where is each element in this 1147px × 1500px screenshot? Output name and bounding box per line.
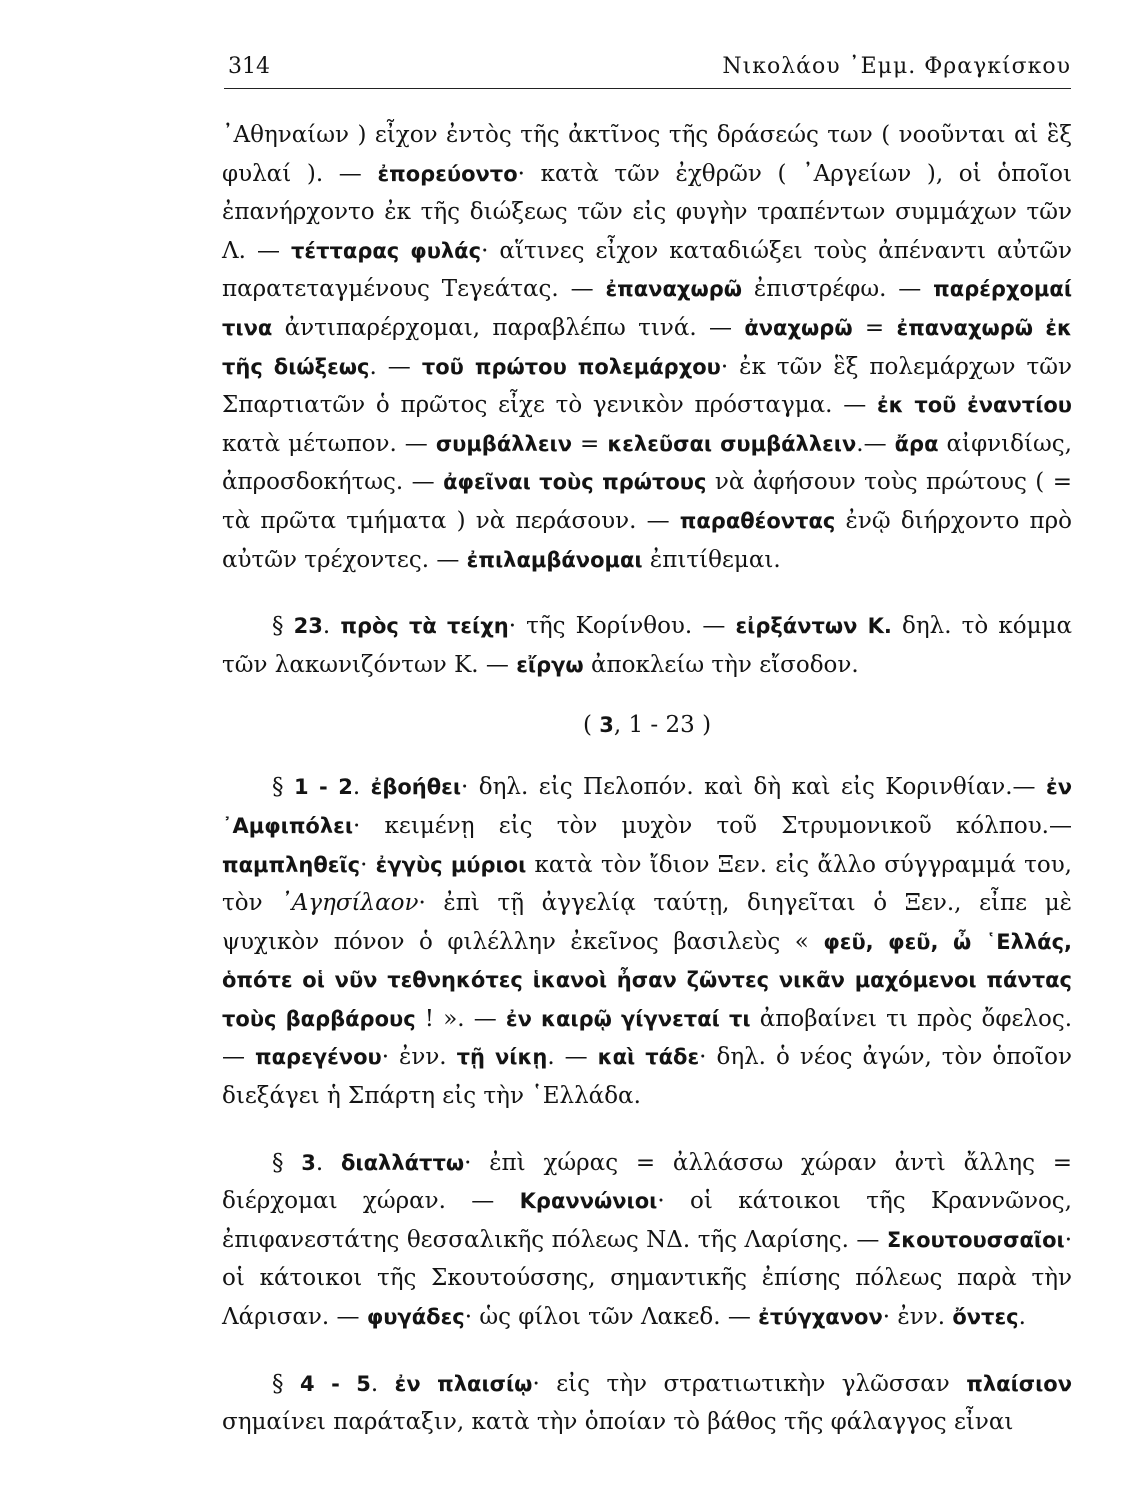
bold-term: 3 bbox=[599, 713, 614, 738]
text-run: .— bbox=[856, 430, 895, 457]
text-run: νὰ ἀφήσουν τοὺς πρώτους ( = τὰ πρῶτα τμήματα ) νὰ περάσουν. — bbox=[222, 469, 1072, 534]
bold-term: 23 bbox=[293, 614, 323, 639]
paragraph-section-23 bbox=[222, 607, 1072, 684]
text-run: αἰφνιδίως, ἀπροσδοκήτως. — bbox=[222, 430, 1072, 496]
page-body bbox=[222, 116, 1072, 1442]
text-run: · δηλ. εἰς Πελοπόν. καὶ δὴ καὶ εἰς Κορινθίαν.— bbox=[461, 774, 1047, 801]
text-run: ᾽Αθηναίων ) εἶχον ἐντὸς τῆς ἀκτῖνος τῆς δράσεώς των ( νοοῦνται αἱ ἓξ φυλαί ). — bbox=[222, 122, 1072, 187]
text-run: · αἵτινες εἶχον καταδιώξει τοὺς ἀπέναντι αὐτῶν παρατεταγμένους Τεγεάτας. — bbox=[222, 237, 1072, 303]
paragraph-section-3 bbox=[222, 1144, 1072, 1337]
text-run: · δηλ. ὁ νέος ἀγών, τὸν ὁποῖον διεξάγει ἡ Σπάρτη εἰς τὴν ῾Ελλάδα. bbox=[222, 1044, 1073, 1110]
text-run: · ἐκ τῶν ἓξ πολεμάρχων τῶν Σπαρτιατῶν ὁ πρῶτος εἶχε τὸ γενικὸν πρόσταγμα. — bbox=[222, 353, 1073, 419]
bold-term: πλαίσιον bbox=[966, 1371, 1073, 1396]
text-run: ! ». — bbox=[415, 1005, 506, 1032]
text-run: · ἐπὶ χώρας = ἀλλάσσω χώραν ἀντὶ ἄλλης = διέρχομαι χώραν. — bbox=[222, 1149, 1072, 1215]
text-run: . bbox=[370, 1370, 395, 1397]
text-run: § bbox=[272, 613, 294, 640]
bold-term: Κραννώνιοι bbox=[519, 1189, 658, 1214]
text-run: § bbox=[272, 774, 294, 801]
page-number: 314 bbox=[228, 54, 270, 79]
text-run: . bbox=[352, 774, 371, 801]
text-run: κατὰ μέτωπον. — bbox=[222, 430, 436, 457]
bold-term: ἐβοήθει bbox=[370, 775, 462, 800]
bold-term: παρεγένου bbox=[255, 1045, 382, 1070]
text-run: · τῆς Κορίνθου. — bbox=[508, 613, 736, 640]
bold-term: ἐγγὺς μύριοι bbox=[375, 852, 527, 877]
bold-term: εἰρξάντων Κ. bbox=[735, 614, 892, 639]
bold-term: ἐτύγχανον bbox=[758, 1305, 883, 1330]
bold-term: τέτταρας φυλάς bbox=[291, 238, 482, 263]
bold-term: παρέρχομαί τινα bbox=[222, 277, 1072, 340]
text-run: = bbox=[852, 314, 897, 341]
bold-term: 1 - 2 bbox=[293, 775, 353, 800]
bold-term: ἐπαναχωρῶ bbox=[605, 277, 742, 302]
text-run: = bbox=[572, 430, 608, 457]
text-run: δηλ. τὸ κόμμα τῶν λακωνιζόντων Κ. — bbox=[222, 613, 1073, 678]
text-run: · ἐνν. bbox=[882, 1304, 953, 1331]
bold-term: 3 bbox=[301, 1150, 316, 1175]
bold-term: συμβάλλειν bbox=[435, 431, 573, 456]
text-run: · ἐπὶ τῇ ἀγγελίᾳ ταύτῃ, διηγεῖται ὁ Ξεν., εἶπε μὲ ψυχικὸν πόνον ὁ φιλέλλην ἐκεῖνος βασιλεὺς « bbox=[222, 890, 1072, 955]
bold-term: ἐπαναχωρῶ ἐκ τῆς διώξεως bbox=[222, 315, 1072, 379]
bold-term: ἐν καιρῷ γίγνεταί τι bbox=[505, 1006, 751, 1031]
text-run: · bbox=[360, 851, 376, 878]
bold-term: Σκουτουσσαῖοι bbox=[886, 1227, 1065, 1252]
paragraph-section-1-2 bbox=[222, 768, 1072, 1115]
text-run: σημαίνει παράταξιν, κατὰ τὴν ὁποίαν τὸ βάθος τῆς φάλαγγος εἶναι bbox=[222, 1409, 1014, 1436]
bold-term: ἐν ᾽Αμφιπόλει bbox=[222, 775, 1073, 838]
text-run: · οἱ κάτοικοι τῆς Σκουτούσσης, σημαντικῆς ἐπίσης πόλεως παρὰ τὴν Λάρισαν. — bbox=[222, 1226, 1072, 1331]
text-run: ἀποκλείω τὴν εἴσοδον. bbox=[583, 651, 859, 678]
text-run: . bbox=[1018, 1304, 1026, 1331]
running-head: Νικολάου ᾽Εμμ. Φραγκίσκου bbox=[722, 54, 1071, 79]
text-run: . bbox=[315, 1149, 341, 1176]
bold-term: φεῦ, φεῦ, ὦ ῾Ελλάς, ὁπότε οἱ νῦν τεθνηκότες ἱκανοὶ ἦσαν ζῶντες νικᾶν μαχόμενοι πάντας τοὺς βαρβάρους bbox=[222, 929, 1072, 1031]
section-heading bbox=[222, 712, 1072, 738]
bold-term: εἴργω bbox=[516, 652, 584, 677]
bold-term: ἐν πλαισίῳ bbox=[394, 1371, 533, 1396]
bold-term: τῇ νίκῃ bbox=[456, 1045, 548, 1070]
text-run: . bbox=[322, 613, 341, 640]
paragraph-section-4-5 bbox=[222, 1365, 1072, 1442]
bold-term: ἐπορεύοντο bbox=[377, 161, 518, 186]
text-run: · κειμένῃ εἰς τὸν μυχὸν τοῦ Στρυμονικοῦ κόλπου.— bbox=[353, 812, 1072, 839]
text-run: ἐνῷ διήρχοντο πρὸ αὐτῶν τρέχοντες. — bbox=[222, 507, 1072, 573]
bold-term: παμπληθεῖς bbox=[222, 852, 361, 877]
bold-term: διαλλάττω bbox=[341, 1150, 465, 1175]
bold-term: ἄρα bbox=[894, 431, 939, 456]
bold-term: κελεῦσαι συμβάλλειν bbox=[607, 431, 857, 456]
bold-term: ἐκ τοῦ ἐναντίου bbox=[876, 393, 1072, 418]
text-run: § bbox=[272, 1370, 300, 1397]
bold-term: φυγάδες bbox=[366, 1305, 465, 1330]
bold-term: ἐπιλαμβάνομαι bbox=[466, 547, 643, 572]
text-run: ἐπιστρέφω. — bbox=[742, 276, 934, 303]
text-run: · οἱ κάτοικοι τῆς Κραννῶνος, ἐπιφανεστάτης θεσσαλικῆς πόλεως ΝΔ. τῆς Λαρίσης. — bbox=[222, 1188, 1072, 1253]
page-header bbox=[224, 48, 1071, 89]
paragraph-1 bbox=[222, 116, 1072, 579]
text-run: , 1 - 23 ) bbox=[613, 712, 712, 739]
bold-term: ὄντες bbox=[952, 1305, 1019, 1330]
text-run: · ἐνν. bbox=[381, 1044, 457, 1071]
bold-term: πρὸς τὰ τείχη bbox=[340, 614, 509, 639]
text-run: § bbox=[272, 1149, 302, 1176]
text-run: · κατὰ τῶν ἐχθρῶν ( ᾽Αργείων ), οἱ ὁποῖοι ἐπανήρχοντο ἐκ τῆς διώξεως τῶν εἰς φυγὴν τραπέντων συμμάχων τῶν Λ. — bbox=[222, 160, 1072, 264]
bold-term: παραθέοντας bbox=[679, 508, 836, 533]
text-run: ἀντιπαρέρχομαι, παραβλέπω τινά. — bbox=[272, 314, 745, 341]
text-run: · εἰς τὴν στρατιωτικὴν γλῶσσαν bbox=[532, 1370, 967, 1397]
italic-term: ᾽Αγησίλαον bbox=[280, 890, 419, 917]
text-run: · ὡς φίλοι τῶν Λακεδ. — bbox=[464, 1304, 759, 1331]
text-run: κατὰ τὸν ἴδιον Ξεν. εἰς ἄλλο σύγγραμμά του, τὸν bbox=[222, 851, 1072, 917]
text-run: ἀποβαίνει τι πρὸς ὄφελος. — bbox=[222, 1005, 1073, 1071]
bold-term: ἀφεῖναι τοὺς πρώτους bbox=[443, 470, 707, 495]
text-run: . — bbox=[547, 1044, 598, 1071]
bold-term: τοῦ πρώτου πολεμάρχου bbox=[421, 354, 721, 379]
text-run: ( bbox=[582, 712, 600, 739]
text-run: ἐπιτίθεμαι. bbox=[642, 546, 781, 573]
text-run: . — bbox=[369, 353, 422, 380]
bold-term: ἀναχωρῶ bbox=[744, 315, 853, 340]
bold-term: 4 - 5 bbox=[299, 1371, 371, 1396]
bold-term: καὶ τάδε bbox=[597, 1045, 700, 1070]
